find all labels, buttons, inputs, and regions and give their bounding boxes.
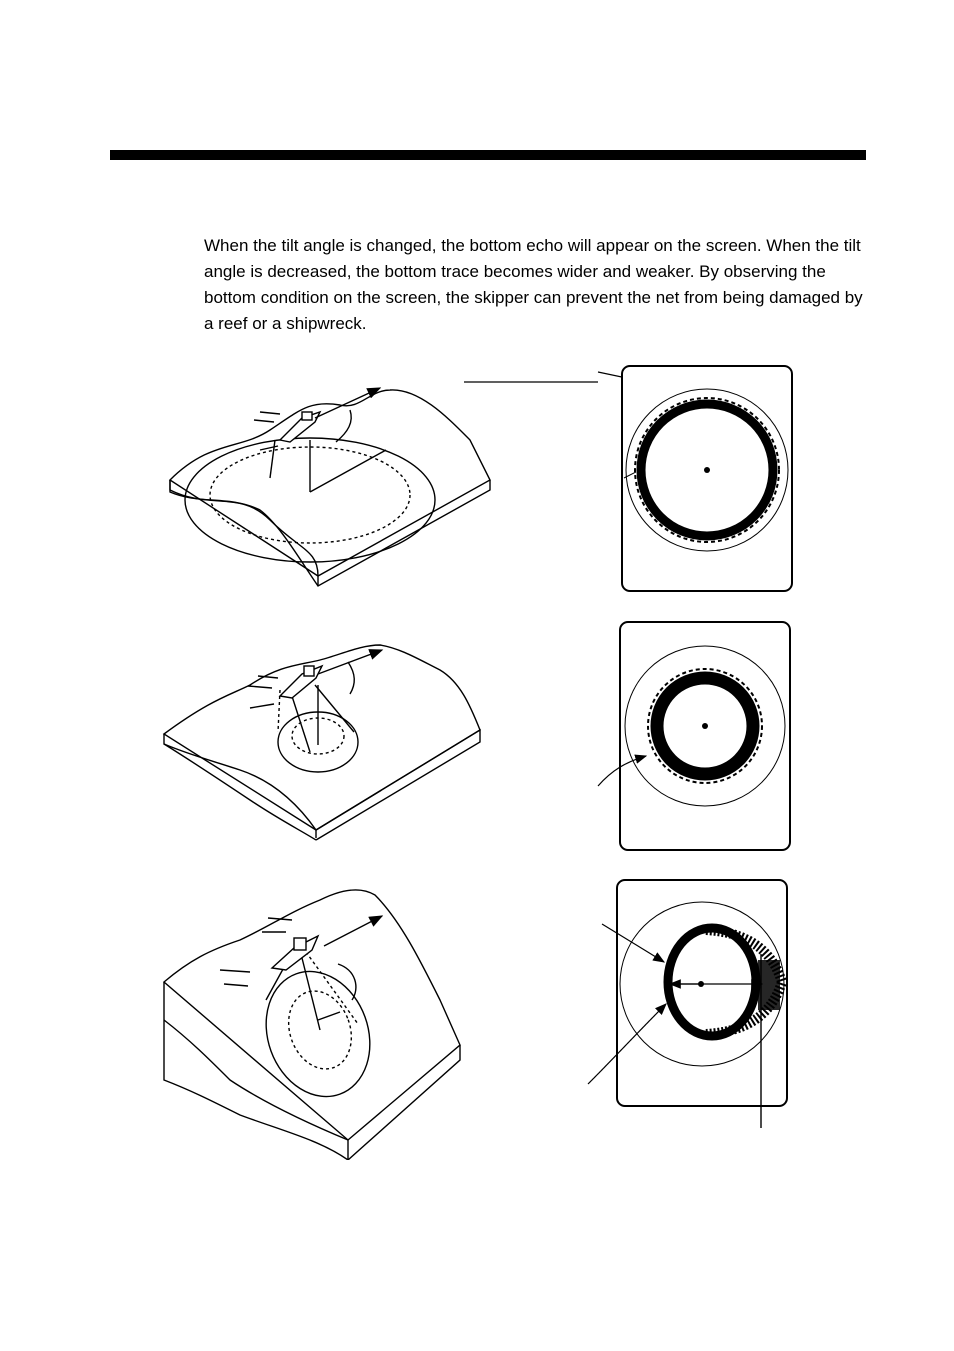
seabed-illustration-3 [164,890,460,1160]
sonar-display-3 [617,880,787,1128]
sonar-display-1 [622,366,792,591]
sonar-display-2 [620,622,790,850]
tilt-angle-figure [150,360,810,1160]
seabed-illustration-2 [164,645,480,840]
seabed-illustration-1 [170,388,490,586]
section-header-rule [110,150,866,160]
intro-paragraph: When the tilt angle is changed, the bottom echo will appear on the screen. When the tilt angle is decreased, the bottom trace becomes wider and weaker. By observing the bottom condition on the screen, the skipper can prevent the net from being damaged by a reef or a shipwreck. [204,236,863,333]
